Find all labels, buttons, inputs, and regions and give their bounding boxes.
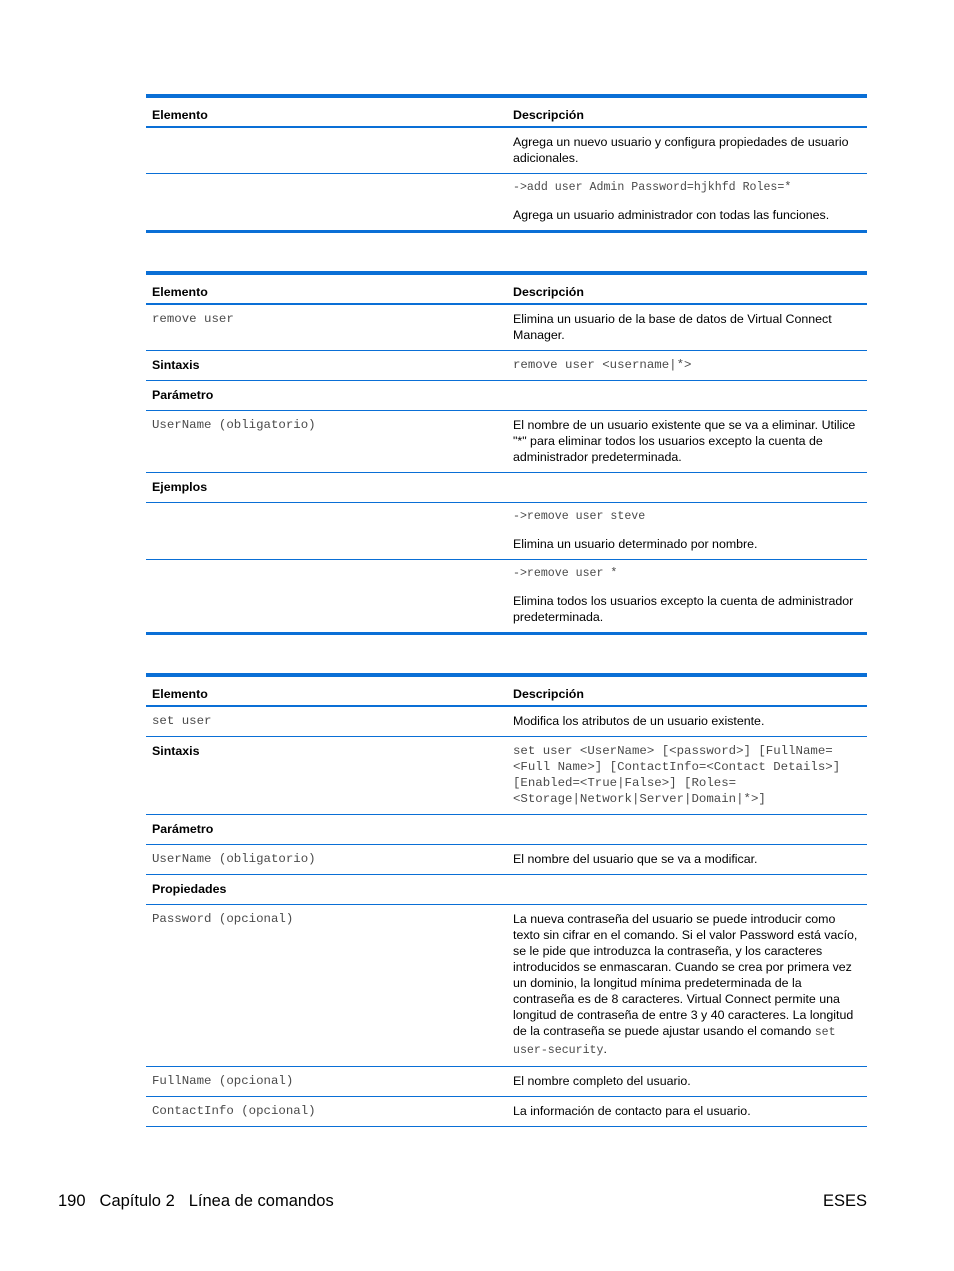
chapter-title: Línea de comandos [188,1192,334,1210]
parameter-label: Parámetro [152,822,214,836]
command-name: set user [152,714,212,728]
parameter-name: UserName (obligatorio) [152,852,316,866]
examples-label: Ejemplos [152,480,208,494]
table-row [146,560,867,634]
parameter-description: El nombre del usuario que se va a modificar. [513,852,758,866]
locale-code: ESES [822,1192,867,1210]
example-description: Agrega un usuario administrador con todas las funciones. [513,208,830,222]
property-name: ContactInfo (opcional) [152,1104,316,1118]
table-row [146,706,867,737]
table-row [146,174,867,232]
table-add-user-continued [146,94,867,233]
parameter-label: Parámetro [152,388,214,402]
syntax-value: set user <UserName> [<password>] [FullName=<Full Name>] [ContactInfo=<Contact Details>] [Enabled=<True|False>] [Roles=<Storage|Network|Server|Domain|*>] [513,744,841,806]
command-description: Elimina un usuario de la base de datos de Virtual Connect Manager. [513,312,832,342]
table-row [146,815,867,845]
table-header [146,96,867,127]
command-description: Modifica los atributos de un usuario existente. [513,714,765,728]
example-command: ->remove user steve [513,510,646,523]
table-row [146,411,867,473]
header-elemento: Elemento [152,687,208,701]
property-description: La nueva contraseña del usuario se puede introducir como texto sin cifrar en el comando. Si el valor Password está vacío, se le pide que introduzca la contraseña, y los caracteres introducidos se enmascaran. Cuando se crea por primera vez un dominio, la longitud mínima predeterminada de la contraseña es de 8 caracteres. Virtual Connect permite una longitud de contraseña de entre 3 y 40 caracteres. La longitud de la contraseña se puede ajustar usando el comando [513,912,858,1038]
table-row [146,503,867,560]
example-command: ->add user Admin Password=hjkhfd Roles=* [513,181,792,194]
header-elemento: Elemento [152,285,208,299]
table-row [146,127,867,174]
property-description: La información de contacto para el usuario. [513,1104,751,1118]
property-name: FullName (opcional) [152,1074,294,1088]
table-header [146,675,867,706]
example-description: Elimina un usuario determinado por nombre. [513,537,758,551]
table-row [146,1097,867,1127]
header-descripcion: Descripción [513,108,584,122]
property-description: El nombre completo del usuario. [513,1074,691,1088]
table-row [146,381,867,411]
property-description-end: . [603,1042,607,1056]
property-name: Password (opcional) [152,912,294,926]
header-elemento: Elemento [152,108,208,122]
chapter-label: Capítulo 2 [99,1192,175,1210]
parameter-description: El nombre de un usuario existente que se va a eliminar. Utilice "*" para eliminar todos los usuarios excepto la cuenta de administrador predeterminada. [513,418,856,464]
page-number: 190 [58,1192,86,1210]
table-header [146,273,867,304]
page-footer [58,1192,348,1211]
header-descripcion: Descripción [513,285,584,299]
table-remove-user [146,271,867,635]
properties-label: Propiedades [152,882,227,896]
table-row [146,1067,867,1097]
inline-command: set user-security [513,1026,836,1057]
example-description: Elimina todos los usuarios excepto la cuenta de administrador predeterminada. [513,594,854,624]
table-row [146,905,867,1067]
syntax-label: Sintaxis [152,358,200,372]
command-name: remove user [152,312,234,326]
example-command: ->remove user * [513,567,618,580]
table-row [146,351,867,381]
header-descripcion: Descripción [513,687,584,701]
table-row [146,737,867,815]
parameter-name: UserName (obligatorio) [152,418,316,432]
row-description: Agrega un nuevo usuario y configura propiedades de usuario adicionales. [513,135,849,165]
table-row [146,304,867,351]
table-set-user [146,673,867,1127]
table-row [146,845,867,875]
syntax-value: remove user <username|*> [513,358,692,372]
table-row [146,875,867,905]
table-row [146,473,867,503]
syntax-label: Sintaxis [152,744,200,758]
